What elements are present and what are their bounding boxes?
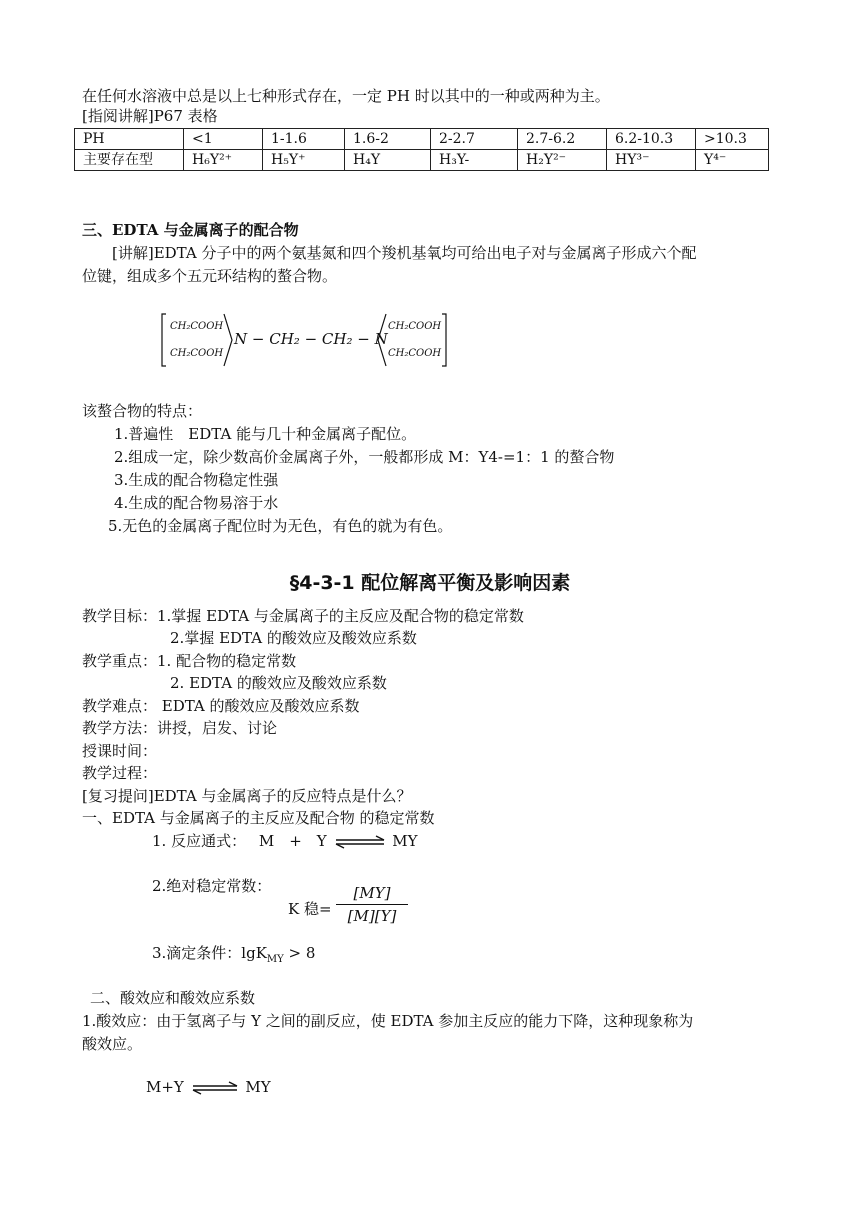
table-cell: 1.6-2 (345, 129, 431, 150)
reaction-line (152, 831, 418, 851)
table-cell: >10.3 (696, 129, 769, 150)
features-heading: 该螯合物的特点： (82, 402, 203, 420)
list-item: 5.无色的金属离子配位时为无色，有色的就为有色。 (108, 517, 453, 535)
titration-label: 3.滴定条件：lgK (152, 944, 267, 962)
paragraph-line: [讲解]EDTA 分子中的两个氨基氮和四个羧机基氧均可给出电子对与金属离子形成六个配 (112, 244, 697, 262)
goal-line: 2.掌握 EDTA 的酸效应及酸效应系数 (170, 629, 417, 647)
list-item: 1.普遍性 EDTA 能与几十种金属离子配位。 (114, 425, 417, 443)
titration-value: > 8 (283, 944, 316, 962)
acid-line: 酸效应。 (82, 1035, 143, 1053)
table-cell: 2.7-6.2 (518, 129, 607, 150)
titration-subscript: MY (266, 954, 284, 965)
acid-line: 1.酸效应：由于氢离子与 Y 之间的副反应，使 EDTA 参加主反应的能力下降，这种现象称为 (82, 1012, 694, 1030)
table-row (75, 150, 769, 171)
structure-group: CH₂COOH (388, 348, 442, 359)
review-line: [复习提问]EDTA 与金属离子的反应特点是什么？ (82, 787, 412, 805)
table-cell: 6.2-10.3 (607, 129, 696, 150)
table-cell: H₅Y⁺ (263, 150, 345, 171)
ph-table (74, 128, 769, 171)
list-item: 4.生成的配合物易溶于水 (114, 494, 279, 512)
goal-line: 教学目标：1.掌握 EDTA 与金属离子的主反应及配合物的稳定常数 (82, 607, 524, 625)
table-cell: 2-2.7 (431, 129, 518, 150)
reaction-label: 1. 反应通式： (152, 832, 247, 850)
structure-center: N − CH₂ − CH₂ − N (234, 330, 388, 348)
structure-group: CH₂COOH (170, 348, 224, 359)
method-line: 教学方法：讲授，启发、讨论 (82, 719, 278, 737)
part1-heading: 一、EDTA 与金属离子的主反应及配合物 的稳定常数 (82, 809, 435, 827)
difficult-line: 教学难点： EDTA 的酸效应及酸效应系数 (82, 697, 360, 715)
lesson-title: §4-3-1 配位解离平衡及影响因素 (289, 572, 571, 594)
table-row (75, 129, 769, 150)
key-line: 教学重点：1. 配合物的稳定常数 (82, 652, 297, 670)
fraction-bar (336, 904, 408, 905)
time-line: 授课时间： (82, 742, 158, 760)
section-heading: 三、EDTA 与金属离子的配合物 (82, 221, 299, 239)
reaction-right: MY (392, 832, 418, 850)
table-cell: H₄Y (345, 150, 431, 171)
part2-heading: 二、酸效应和酸效应系数 (90, 989, 256, 1007)
table-cell: 1-1.6 (263, 129, 345, 150)
edta-structure (160, 312, 450, 368)
equation-right: MY (245, 1078, 271, 1096)
stability-label: 2.绝对稳定常数： (152, 877, 272, 895)
equilibrium-arrow-icon (189, 1081, 241, 1095)
table-cell: H₂Y²⁻ (518, 150, 607, 171)
equation-left: M+Y (146, 1078, 184, 1096)
process-line: 教学过程： (82, 764, 158, 782)
table-cell: 主要存在型 (75, 150, 184, 171)
titration-line (152, 943, 315, 970)
intro-line: 在任何水溶液中总是以上七种形式存在，一定 PH 时以其中的一种或两种为主。 (82, 87, 610, 105)
table-cell: H₆Y²⁺ (184, 150, 263, 171)
k-label: K 稳= (288, 900, 332, 918)
reference-line: [指阅讲解]P67 表格 (82, 107, 218, 125)
paragraph-line: 位键，组成多个五元环结构的螯合物。 (82, 267, 338, 285)
equation-line (146, 1077, 271, 1097)
key-line: 2. EDTA 的酸效应及酸效应系数 (170, 674, 387, 692)
structure-group: CH₂COOH (388, 321, 442, 332)
reaction-left: M + Y (258, 832, 327, 850)
table-cell: PH (75, 129, 184, 150)
fraction-denominator: [M][Y] (347, 907, 397, 925)
table-cell: Y⁴⁻ (696, 150, 769, 171)
table-cell: H₃Y- (431, 150, 518, 171)
list-item: 2.组成一定，除少数高价金属离子外，一般都形成 M：Y4-=1：1 的螯合物 (114, 448, 615, 466)
structure-group: CH₂COOH (170, 321, 224, 332)
equilibrium-arrow-icon (332, 835, 388, 849)
list-item: 3.生成的配合物稳定性强 (114, 471, 279, 489)
stability-fraction (336, 884, 408, 925)
table-cell: HY³⁻ (607, 150, 696, 171)
fraction-numerator: [MY] (353, 884, 391, 902)
table-cell: <1 (184, 129, 263, 150)
